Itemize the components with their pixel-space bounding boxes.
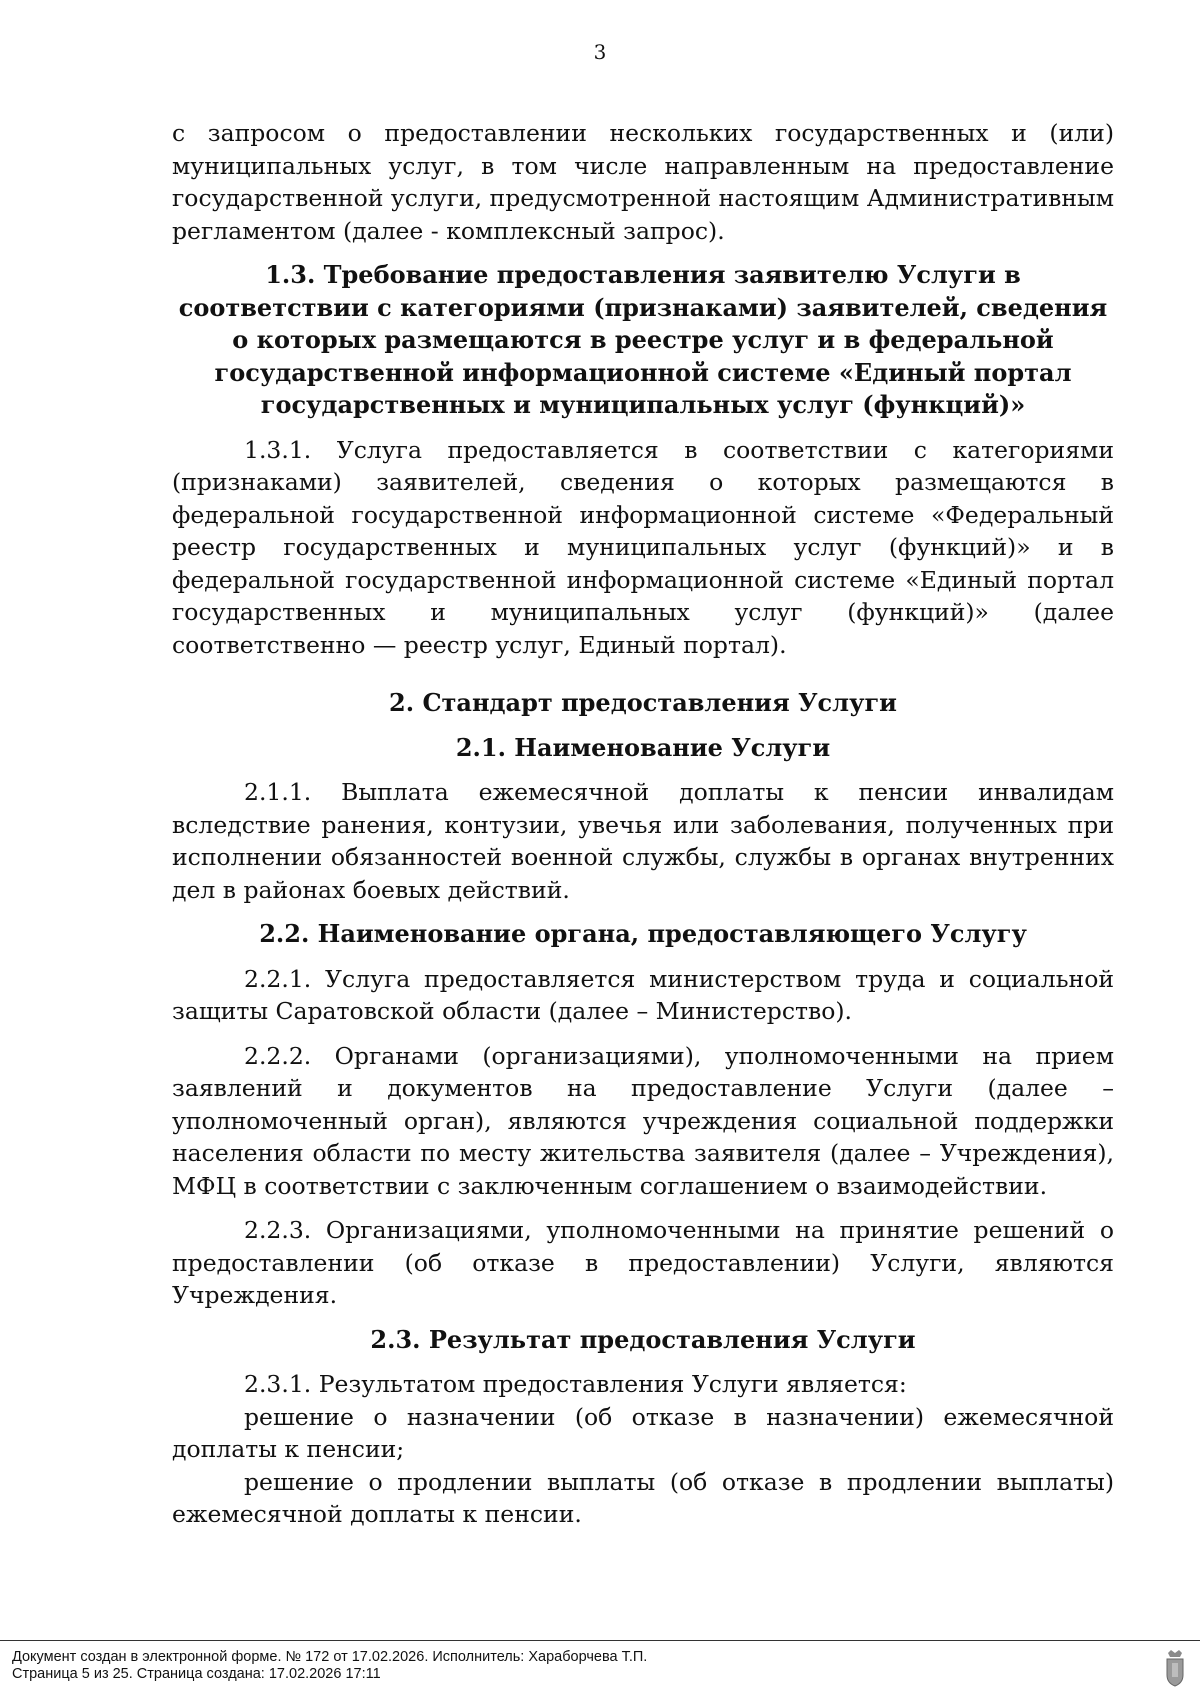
footer-line-document: Документ создан в электронной форме. № 172 от 17.02.2026. Исполнитель: Хараборчева Т.П. xyxy=(12,1649,648,1665)
heading-2: 2. Стандарт предоставления Услуги xyxy=(389,688,897,717)
page-number: 3 xyxy=(593,40,607,64)
paragraph-2-2-3: 2.2.3. Организациями, уполномоченными на принятие решений о предоставлении (об отказе в предоставлении) Услуги, являются Учреждения. xyxy=(172,1216,1114,1309)
heading-2-3: 2.3. Результат предоставления Услуги xyxy=(370,1324,916,1354)
paragraph-2-1-1: 2.1.1. Выплата ежемесячной доплаты к пенсии инвалидам вследствие ранения, контузии, увечья или заболевания, полученных при исполнении обязанностей военной службы, службы в органах внутренних дел в районах боевых действий. xyxy=(172,778,1114,904)
document-body xyxy=(172,117,1114,1531)
paragraph-comprehensive-request: с запросом о предоставлении нескольких государственных и (или) муниципальных услуг, в том числе направленным на предоставление государственной услуги, предусмотренной настоящим Административным регламентом (далее - комплексный запрос). xyxy=(172,119,1114,245)
heading-1-3: 1.3. Требование предоставления заявителю Услуги в соответствии с категориями (признаками) заявителей, сведения о которых размещаются в реестре услуг и в федеральной государственной информационной системе «Единый портал государственных и муниципальных услуг (функций)» xyxy=(178,260,1108,419)
coat-of-arms-icon xyxy=(1164,1649,1186,1687)
paragraph-2-2-1: 2.2.1. Услуга предоставляется министерством труда и социальной защиты Саратовской области (далее – Министерство). xyxy=(172,964,1114,1025)
footer-line-page: Страница 5 из 25. Страница создана: 17.02.2026 17:11 xyxy=(12,1666,381,1682)
list-item-result-extension: решение о продлении выплаты (об отказе в продлении выплаты) ежемесячной доплаты к пенсии. xyxy=(172,1467,1114,1528)
list-item-result-assignment: решение о назначении (об отказе в назначении) ежемесячной доплаты к пенсии; xyxy=(172,1402,1114,1463)
paragraph-2-2-2: 2.2.2. Органами (организациями), уполномоченными на прием заявлений и документов на предоставление Услуги (далее – уполномоченный орган), являются учреждения социальной поддержки населения области по месту жительства заявителя (далее – Учреждения), МФЦ в соответствии с заключенным соглашением о взаимодействии. xyxy=(172,1041,1114,1200)
paragraph-2-3-1: 2.3.1. Результатом предоставления Услуги является: xyxy=(244,1370,907,1398)
paragraph-1-3-1: 1.3.1. Услуга предоставляется в соответствии с категориями (признаками) заявителей, сведения о которых размещаются в федеральной государственной информационной системе «Федеральный реестр государственных и муниципальных услуг (функций)» и в федеральной государственной информационной системе «Единый портал государственных и муниципальных услуг (функций)» (далее соответственно — реестр услуг, Единый портал). xyxy=(172,435,1114,659)
heading-2-1: 2.1. Наименование Услуги xyxy=(455,732,831,762)
heading-2-2: 2.2. Наименование органа, предоставляющего Услугу xyxy=(259,919,1027,948)
document-footer xyxy=(0,1640,1200,1699)
footer-text xyxy=(12,1649,647,1683)
